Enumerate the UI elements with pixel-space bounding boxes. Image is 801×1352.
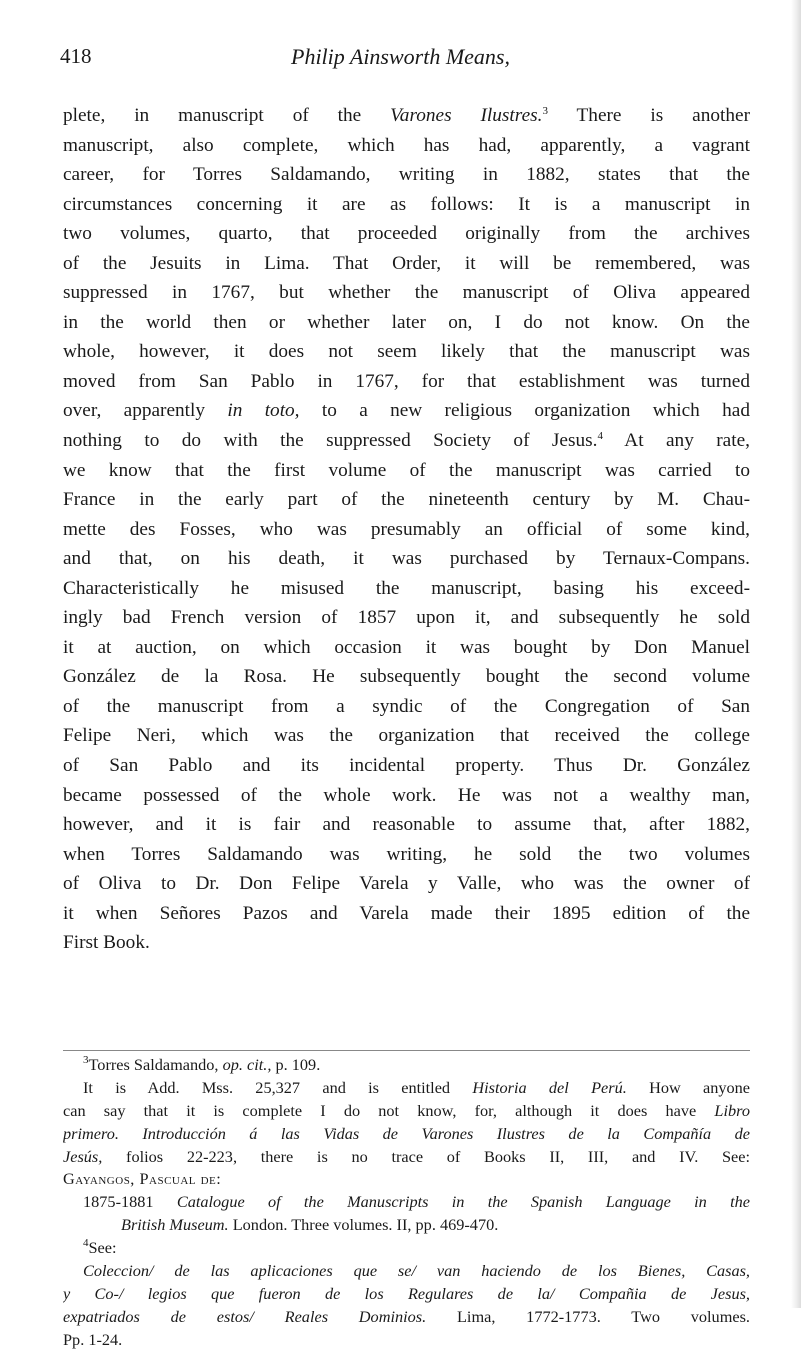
text-line: France in the early part of the nineteenth century by M. Chau- [63, 489, 750, 511]
footnote-ref-4: 4 [597, 430, 603, 443]
footnote-divider [63, 1050, 750, 1051]
footnote-line: British Museum. London. Three volumes. II, pp. 469-470. [121, 1215, 499, 1235]
text-line: ingly bad French version of 1857 upon it, and subsequently he sold [63, 607, 750, 629]
body-text [63, 101, 750, 958]
footnote-line: primero. Introducción á las Vidas de Varones Ilustres de la Compañía de [63, 1123, 750, 1143]
text-line: nothing to do with the suppressed Society of Jesus.$^4$ At any rate, [63, 430, 750, 452]
text-line: manuscript, also complete, which has had, apparently, a vagrant [63, 134, 750, 156]
footnote-line: can say that it is complete I do not know, for, although it does have Libro [63, 1100, 750, 1120]
text-line: became possessed of the whole work. He was not a wealthy man, [63, 784, 750, 806]
text-line: it when Señores Pazos and Varela made their 1895 edition of the [63, 902, 750, 924]
text-line: in the world then or whether later on, I do not know. On the [63, 311, 750, 333]
footnotes [63, 1054, 750, 1352]
footnote-line: Jesús, folios 22-223, there is no trace of Books II, III, and IV. See: [63, 1146, 750, 1166]
text-line: moved from San Pablo in 1767, for that establishment was turned [63, 370, 750, 392]
text-line: Felipe Neri, which was the organization that received the college [63, 725, 750, 747]
text-line: however, and it is fair and reasonable to assume that, after 1882, [63, 814, 750, 836]
text-line: Characteristically he misused the manuscript, basing his exceed- [63, 577, 750, 599]
text-line: we know that the first volume of the manuscript was carried to [63, 459, 750, 481]
text-line: career, for Torres Saldamando, writing in 1882, states that the [63, 164, 750, 186]
footnote-line: Pp. 1-24. [63, 1329, 123, 1349]
text-line: it at auction, on which occasion it was bought by Don Manuel [63, 636, 750, 658]
running-header [60, 44, 741, 84]
text-line: over, apparently in toto, to a new religious organization which had [63, 400, 750, 422]
text-line: González de la Rosa. He subsequently bought the second volume [63, 666, 750, 688]
text-line: First Book. [63, 932, 150, 954]
footnote-line: y Co-/ legios que fueron de los Regulares de la/ Compañia de Jesus, [63, 1283, 750, 1303]
text-line: two volumes, quarto, that proceeded originally from the archives [63, 223, 750, 245]
running-head-title: Philip Ainsworth Means, [291, 44, 510, 69]
footnote-line: It is Add. Mss. 25,327 and is entitled Historia del Perú. How anyone [83, 1077, 750, 1097]
footnote-line: expatriados de estos/ Reales Dominios. Lima, 1772-1773. Two volumes. [63, 1306, 750, 1326]
footnote-ref-3: 3 [542, 105, 548, 117]
text-line: of the Jesuits in Lima. That Order, it will be remembered, was [63, 252, 750, 274]
page-edge-shadow [791, 0, 801, 1308]
text-line: mette des Fosses, who was presumably an official of some kind, [63, 518, 750, 540]
text-line: suppressed in 1767, but whether the manuscript of Oliva appeared [63, 282, 750, 304]
text-line: whole, however, it does not seem likely that the manuscript was [63, 341, 750, 363]
text-line: of Oliva to Dr. Don Felipe Varela y Valle, who was the owner of [63, 873, 750, 895]
footnote-line: Coleccion/ de las aplicaciones que se/ van haciendo de los Bienes, Casas, [83, 1261, 750, 1281]
page-number: 418 [60, 44, 92, 68]
text-line: circumstances concerning it are as follows: It is a manuscript in [63, 193, 750, 215]
text-line: when Torres Saldamando was writing, he sold the two volumes [63, 843, 750, 865]
footnote-4: $^4$See: [83, 1237, 117, 1258]
footnote-line: 1875-1881 Catalogue of the Manuscripts in the Spanish Language in the [83, 1192, 750, 1212]
footnote-3: $^3$Torres Saldamando, op. cit., p. 109. [83, 1054, 321, 1074]
text-line: plete, in manuscript of the Varones Ilustres.$^3$ There is another [63, 105, 750, 126]
text-line: and that, on his death, it was purchased by Ternaux-Compans. [63, 548, 750, 570]
text-line: of San Pablo and its incidental property. Thus Dr. González [63, 755, 750, 777]
footnote-line: Gayangos, Pascual de: [63, 1169, 222, 1189]
text-line: of the manuscript from a syndic of the Congregation of San [63, 695, 750, 717]
